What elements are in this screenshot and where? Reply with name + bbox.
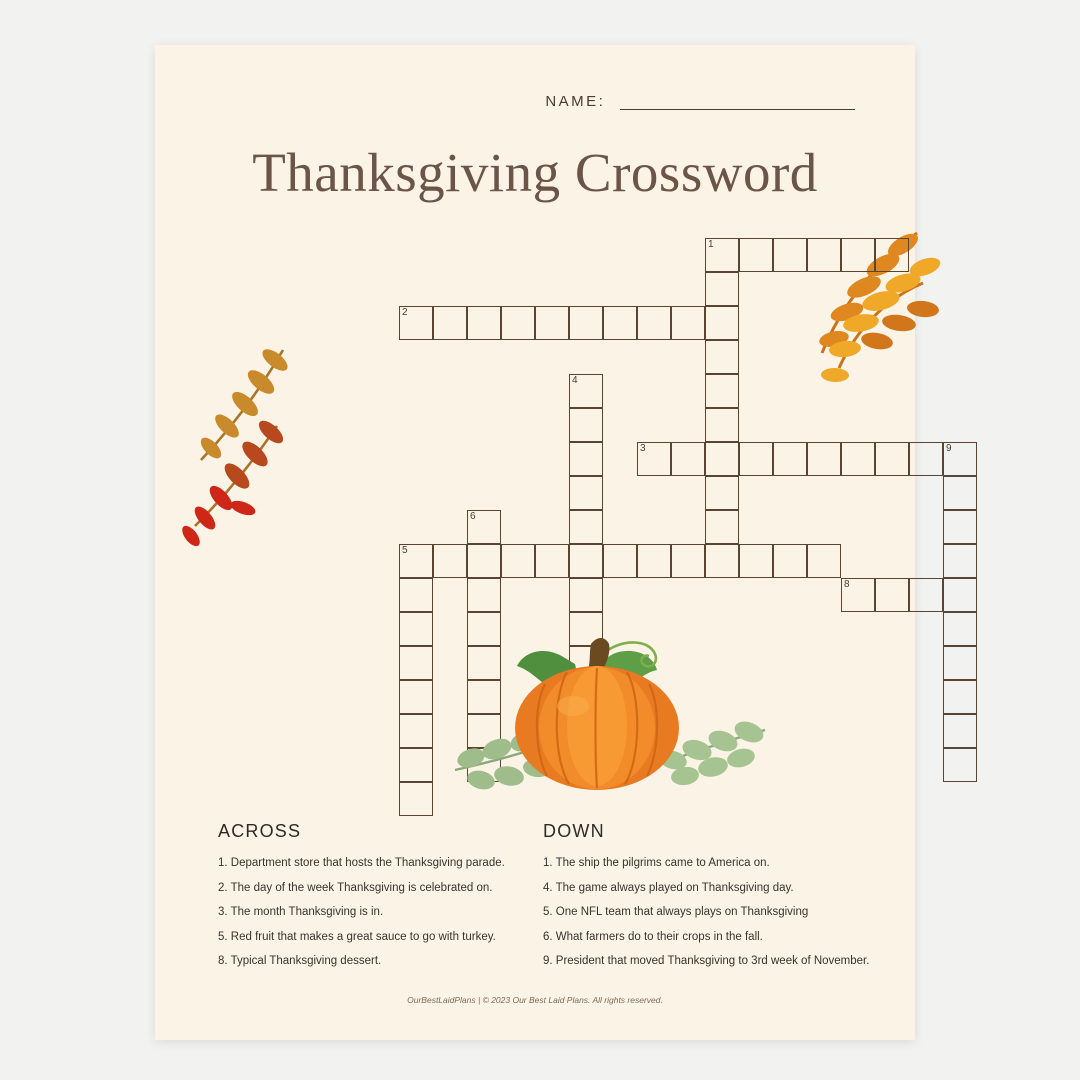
crossword-cell[interactable] — [875, 238, 909, 272]
crossword-cell[interactable] — [739, 238, 773, 272]
crossword-cell[interactable] — [943, 442, 977, 476]
cell-number: 6 — [470, 511, 476, 522]
crossword-cell[interactable] — [875, 578, 909, 612]
crossword-cell[interactable] — [943, 748, 977, 782]
crossword-cell[interactable] — [671, 442, 705, 476]
crossword-cell[interactable] — [773, 544, 807, 578]
crossword-cell[interactable] — [637, 544, 671, 578]
crossword-cell[interactable] — [569, 306, 603, 340]
crossword-cell[interactable] — [943, 510, 977, 544]
crossword-cell[interactable] — [943, 714, 977, 748]
crossword-cell[interactable] — [841, 578, 875, 612]
crossword-cell[interactable] — [943, 578, 977, 612]
crossword-cell[interactable] — [399, 612, 433, 646]
crossword-cell[interactable] — [671, 544, 705, 578]
crossword-cell[interactable] — [943, 476, 977, 510]
down-clue-5: 5. One NFL team that always plays on Thanksgiving — [543, 906, 809, 918]
crossword-cell[interactable] — [909, 578, 943, 612]
crossword-cell[interactable] — [773, 442, 807, 476]
crossword-cell[interactable] — [705, 442, 739, 476]
crossword-cell[interactable] — [705, 408, 739, 442]
crossword-cell[interactable] — [535, 544, 569, 578]
crossword-cell[interactable] — [841, 442, 875, 476]
crossword-cell[interactable] — [399, 782, 433, 816]
crossword-cell[interactable] — [773, 238, 807, 272]
down-clue-4: 4. The game always played on Thanksgiving day. — [543, 881, 794, 894]
crossword-cell[interactable] — [399, 544, 433, 578]
crossword-cell[interactable] — [569, 510, 603, 544]
crossword-cell[interactable] — [433, 544, 467, 578]
crossword-cell[interactable] — [603, 306, 637, 340]
cell-number: 1 — [708, 239, 714, 250]
cell-number: 8 — [844, 579, 850, 590]
cell-number: 4 — [572, 375, 578, 386]
cell-number: 5 — [402, 545, 408, 556]
across-clue-3: 3. The month Thanksgiving is in. — [218, 906, 384, 918]
cell-number: 9 — [946, 443, 952, 454]
across-heading: ACROSS — [218, 821, 302, 841]
crossword-cell[interactable] — [467, 544, 501, 578]
crossword-cell[interactable] — [841, 238, 875, 272]
crossword-cell[interactable] — [399, 748, 433, 782]
crossword-cell[interactable] — [807, 442, 841, 476]
crossword-cell[interactable] — [603, 544, 637, 578]
crossword-cell[interactable] — [501, 544, 535, 578]
crossword-cell[interactable] — [569, 374, 603, 408]
crossword-cell[interactable] — [909, 442, 943, 476]
crossword-cell[interactable] — [637, 442, 671, 476]
crossword-cell[interactable] — [569, 544, 603, 578]
crossword-cell[interactable] — [399, 680, 433, 714]
crossword-cell[interactable] — [569, 442, 603, 476]
crossword-cell[interactable] — [943, 646, 977, 680]
page-title: Thanksgiving Crossword — [252, 142, 818, 203]
pumpkin-icon — [445, 610, 775, 810]
down-clue-6: 6. What farmers do to their crops in the fall. — [543, 930, 763, 943]
crossword-cell[interactable] — [807, 238, 841, 272]
crossword-cell[interactable] — [501, 306, 535, 340]
crossword-cell[interactable] — [399, 646, 433, 680]
crossword-cell[interactable] — [943, 544, 977, 578]
crossword-cell[interactable] — [467, 306, 501, 340]
across-clues-block — [218, 821, 538, 979]
crossword-cell[interactable] — [705, 340, 739, 374]
crossword-cell[interactable] — [637, 306, 671, 340]
crossword-cell[interactable] — [535, 306, 569, 340]
footer-credit: OurBestLaidPlans | © 2023 Our Best Laid Plans. All rights reserved. — [407, 995, 663, 1005]
down-clue-9: 9. President that moved Thanksgiving to 3rd week of November. — [543, 955, 870, 967]
across-clue-8: 8. Typical Thanksgiving dessert. — [218, 955, 382, 967]
crossword-cell[interactable] — [467, 510, 501, 544]
crossword-cell[interactable] — [671, 306, 705, 340]
crossword-cell[interactable] — [705, 306, 739, 340]
crossword-cell[interactable] — [875, 442, 909, 476]
crossword-cell[interactable] — [943, 680, 977, 714]
worksheet-page — [155, 45, 952, 1040]
crossword-cell[interactable] — [705, 238, 739, 272]
crossword-cell[interactable] — [433, 306, 467, 340]
crossword-cell[interactable] — [569, 408, 603, 442]
cell-number: 3 — [640, 443, 646, 454]
across-clue-1: 1. Department store that hosts the Thanksgiving parade. — [218, 857, 505, 869]
across-clue-2: 2. The day of the week Thanksgiving is celebrated on. — [218, 881, 493, 894]
crossword-cell[interactable] — [705, 476, 739, 510]
down-clues-block — [543, 821, 883, 979]
crossword-cell[interactable] — [705, 544, 739, 578]
crossword-cell[interactable] — [739, 442, 773, 476]
cell-number: 2 — [402, 307, 408, 318]
down-clue-1: 1. The ship the pilgrims came to America on. — [543, 857, 770, 869]
crossword-cell[interactable] — [705, 374, 739, 408]
across-clue-5: 5. Red fruit that makes a great sauce to go with turkey. — [218, 930, 496, 943]
crossword-cell[interactable] — [569, 476, 603, 510]
crossword-cell[interactable] — [467, 578, 501, 612]
crossword-cell[interactable] — [807, 544, 841, 578]
crossword-cell[interactable] — [943, 612, 977, 646]
name-label: NAME: — [545, 93, 606, 110]
down-heading: DOWN — [543, 821, 605, 841]
crossword-cell[interactable] — [399, 306, 433, 340]
crossword-cell[interactable] — [399, 714, 433, 748]
crossword-cell[interactable] — [705, 510, 739, 544]
crossword-cell[interactable] — [739, 544, 773, 578]
crossword-cell[interactable] — [569, 578, 603, 612]
crossword-cell[interactable] — [705, 272, 739, 306]
crossword-cell[interactable] — [399, 578, 433, 612]
